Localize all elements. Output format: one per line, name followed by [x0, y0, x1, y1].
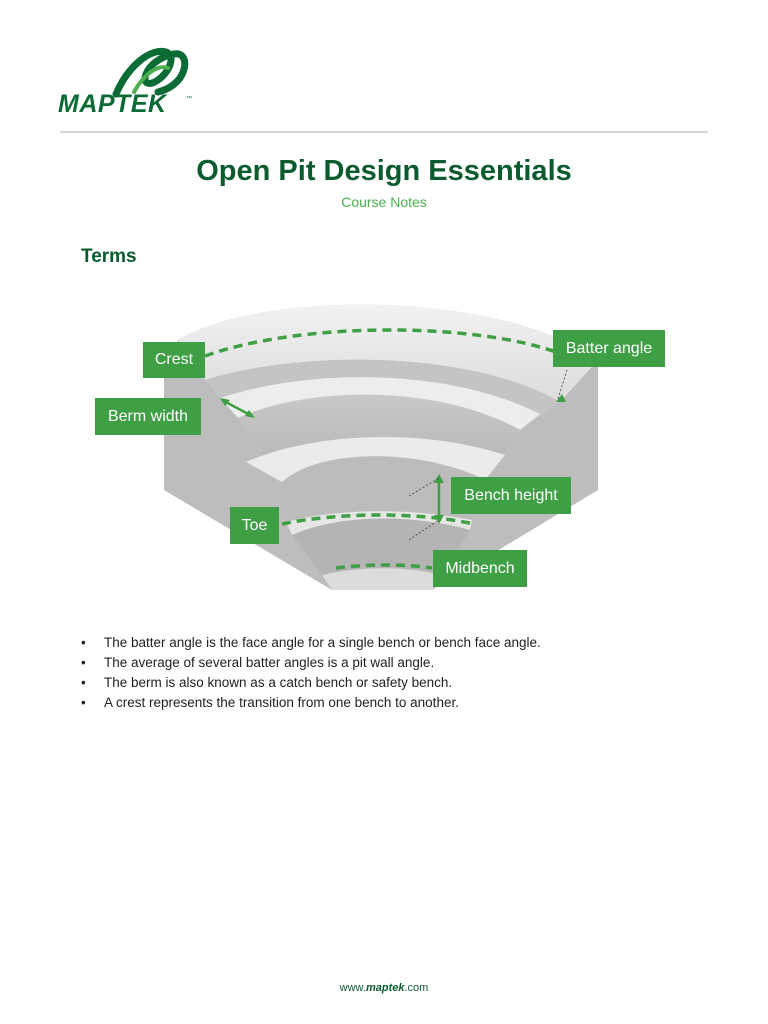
callout-berm-width: Berm width	[95, 398, 201, 435]
list-item	[81, 693, 541, 713]
maptek-logo	[58, 46, 198, 122]
page-title: Open Pit Design Essentials	[196, 155, 572, 187]
callout-midbench: Midbench	[433, 550, 527, 587]
bullet-icon: •	[81, 675, 86, 690]
list-item-text: The batter angle is the face angle for a single bench or bench face angle.	[104, 635, 541, 650]
footer-suffix: .com	[404, 982, 429, 994]
footer-brand: maptek	[365, 982, 405, 994]
bullet-icon: •	[81, 635, 86, 650]
footer-prefix: www.	[339, 982, 366, 994]
trademark-symbol: ™	[186, 96, 192, 102]
list-item	[81, 673, 541, 693]
list-item	[81, 633, 541, 653]
terms-bullet-list	[81, 633, 541, 713]
logo-wordmark: MAPTEK	[58, 90, 167, 118]
open-pit-diagram	[0, 290, 768, 600]
list-item	[81, 653, 541, 673]
list-item-text: The average of several batter angles is a pit wall angle.	[104, 655, 435, 670]
callout-toe: Toe	[230, 507, 279, 544]
page-subtitle: Course Notes	[341, 194, 427, 210]
header-divider	[60, 131, 708, 133]
section-heading-terms: Terms	[81, 246, 137, 267]
callout-bench-height: Bench height	[451, 477, 571, 514]
list-item-text: A crest represents the transition from one bench to another.	[104, 695, 459, 710]
bullet-icon: •	[81, 695, 86, 710]
callout-batter-angle: Batter angle	[553, 330, 665, 367]
list-item-text: The berm is also known as a catch bench or safety bench.	[104, 675, 453, 690]
footer-website-link[interactable]	[0, 982, 768, 994]
callout-crest: Crest	[143, 342, 205, 378]
bullet-icon: •	[81, 655, 86, 670]
